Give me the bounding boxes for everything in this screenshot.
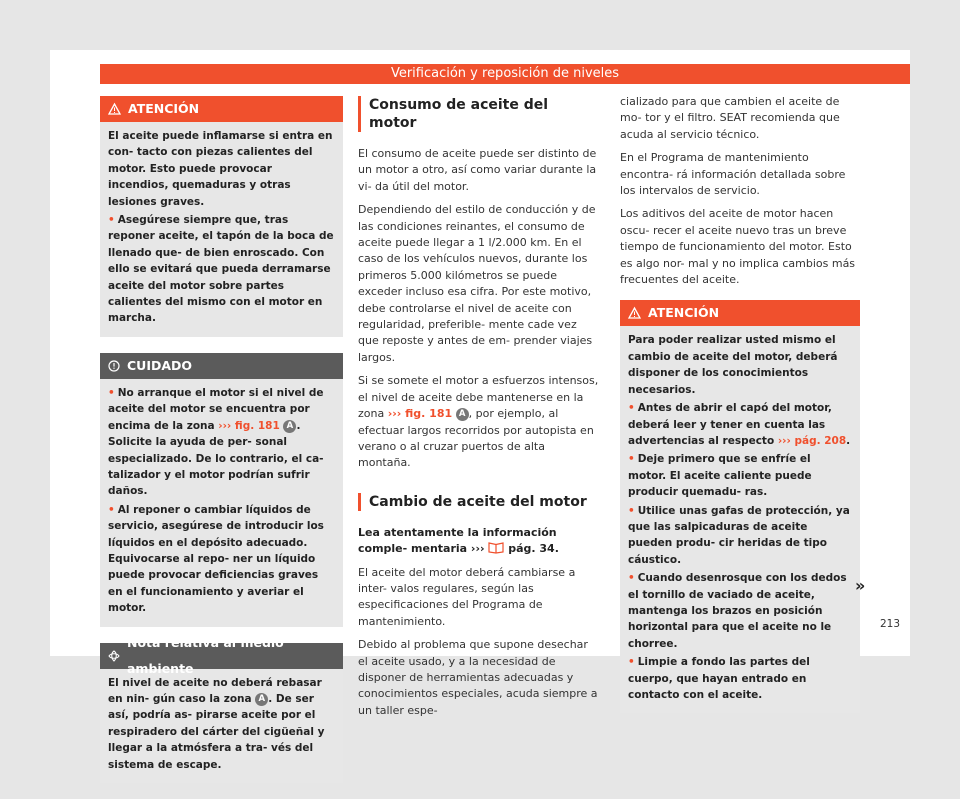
paragraph-bold: Lea atentamente la información comple- mentaria ››› pág. 34. bbox=[358, 525, 559, 556]
bullet-icon: • bbox=[628, 572, 635, 585]
paragraph: Debido al problema que supone desechar el aceite usado, y a la necesidad de disponer de herramientas adecuadas y conocimientos especiales, acuda siempre a un taller espe- bbox=[358, 638, 598, 717]
environment-body bbox=[100, 669, 343, 783]
bullet-icon: • bbox=[628, 656, 635, 669]
fig-link[interactable]: ››› fig. 181 bbox=[218, 419, 280, 432]
warning-body bbox=[100, 122, 343, 337]
label-a-badge: A bbox=[456, 408, 469, 421]
warning-bullet-3: • Utilice unas gafas de protección, ya que las salpicaduras de aceite pueden produ- cir heridas de tipo cáustico. bbox=[628, 504, 850, 566]
page-number: 213 bbox=[880, 618, 901, 630]
book-icon bbox=[488, 541, 504, 553]
warning-title: ATENCIÓN bbox=[648, 305, 720, 321]
paragraph: cializado para que cambien el aceite de mo- tor y el filtro. SEAT recomienda que acuda al servicio técnico. bbox=[620, 95, 840, 141]
paragraph: Los aditivos del aceite de motor hacen oscu- recer el aceite nuevo tras un breve tiempo de funcionamiento del motor. Esto es algo nor- mal y no implica cambios más frecuentes del aceite. bbox=[620, 207, 856, 287]
caution-bullet-2: • Al reponer o cambiar líquidos de servicio, asegúrese de introducir los líquidos en el depósito adecuado. Equivocarse al repo- ner un líquido puede provocar deficiencias graves en el funcionamiento y averiar el motor. bbox=[108, 503, 324, 615]
warning-bullet-2: • Deje primero que se enfríe el motor. El aceite caliente puede producir quemadu- ras. bbox=[628, 453, 812, 499]
warning-triangle-icon bbox=[628, 307, 641, 319]
warning-bullet-1: • Antes de abrir el capó del motor, deberá leer y tener en cuenta las advertencias al respecto ››› pág. 208. bbox=[628, 402, 851, 447]
caution-header bbox=[100, 353, 343, 379]
warning-box bbox=[620, 300, 860, 713]
warning-title: ATENCIÓN bbox=[128, 101, 200, 116]
warning-body bbox=[620, 326, 860, 713]
bullet-icon: • bbox=[628, 504, 635, 517]
bullet-icon: • bbox=[628, 453, 635, 466]
warning-bullet-5: • Limpie a fondo las partes del cuerpo, que hayan entrado en contacto con el aceite. bbox=[628, 656, 810, 701]
bullet-icon: • bbox=[108, 214, 115, 227]
bullet-icon: • bbox=[108, 386, 115, 399]
caution-title: CUIDADO bbox=[127, 357, 193, 373]
label-a-badge: A bbox=[283, 420, 296, 433]
column-middle bbox=[358, 96, 600, 726]
column-left bbox=[100, 96, 343, 799]
bullet-icon: • bbox=[108, 503, 115, 516]
paragraph: El consumo de aceite puede ser distinto de un motor a otro, así como variar durante la vi- da útil del motor. bbox=[358, 147, 597, 193]
page-link[interactable]: ››› pág. 208 bbox=[777, 434, 847, 447]
warning-box bbox=[100, 96, 343, 337]
environment-title: Nota relativa al medio ambiente bbox=[127, 634, 284, 676]
page-header: Verificación y reposición de niveles bbox=[100, 64, 910, 84]
label-a-badge: A bbox=[255, 693, 268, 706]
leaf-icon bbox=[108, 650, 120, 662]
paragraph: Dependiendo del estilo de conducción y de las condiciones reinantes, el consumo de aceite puede llegar a 1 l/2.000 km. En el caso de los vehículos nuevos, durante los primeros 5.000 kilómetros se puede exceder incluso esa cifra. Por este motivo, debe controlarse el nivel de aceite con regularidad, preferible- mente cade vez que reposte y antes de em- prender viajes largos. bbox=[358, 203, 596, 364]
caution-box bbox=[100, 353, 343, 627]
warning-triangle-icon bbox=[108, 103, 121, 115]
section-title-consumo: Consumo de aceite del motor bbox=[358, 96, 600, 132]
paragraph: Si se somete el motor a esfuerzos intensos, el nivel de aceite debe mantenerse en la zona ››› fig. 181 A , por ejemplo, al efectuar largos recorridos por autopista en verano o al cruzar puertos de alta montaña. bbox=[358, 374, 599, 470]
environment-header bbox=[100, 634, 343, 676]
continue-mark: » bbox=[855, 576, 866, 595]
environment-box bbox=[100, 634, 343, 783]
bullet-icon: • bbox=[628, 402, 635, 415]
warning-header bbox=[620, 300, 860, 326]
warning-bullet-4: • Cuando desenrosque con los dedos el tornillo de vaciado de aceite, mantenga los brazos en posición horizontal para que el aceite no le chorree. bbox=[628, 572, 847, 650]
warning-text: Para poder realizar usted mismo el cambio de aceite del motor, deberá disponer de los conocimientos necesarios. bbox=[628, 334, 838, 396]
warning-header bbox=[100, 96, 343, 122]
caution-bullet-1: • No arranque el motor si el nivel de aceite del motor se encuentra por encima de la zona ››› fig. 181 A . Solicite la ayuda de per- sonal especializado. De lo contrario, el ca- talizador y el motor podrían sufrir daños. bbox=[108, 386, 324, 498]
paragraph: El aceite del motor deberá cambiarse a inter- valos regulares, según las especificaciones del Programa de mantenimiento. bbox=[358, 565, 576, 628]
caution-body bbox=[100, 379, 343, 627]
environment-text: El nivel de aceite no deberá rebasar en nin- gún caso la zona A . De ser así, podría as- pirarse aceite por el respiradero del cárter del cigüeñal y llegar a la atmósfera a tra- vés del sistema de escape. bbox=[108, 676, 325, 771]
warning-bullet: • Asegúrese siempre que, tras reponer aceite, el tapón de la boca de llenado que- de bien enroscado. Con ello se evitará que pueda derramarse aceite del motor sobre partes calientes del mismo con el motor en marcha. bbox=[108, 214, 334, 325]
section-title-cambio: Cambio de aceite del motor bbox=[358, 493, 600, 511]
paragraph: En el Programa de mantenimiento encontra- rá información detallada sobre los intervalos de servicio. bbox=[620, 151, 846, 198]
fig-link[interactable]: ››› fig. 181 bbox=[387, 407, 453, 421]
column-right bbox=[620, 94, 860, 729]
info-circle-icon bbox=[108, 360, 120, 372]
warning-text: El aceite puede inflamarse si entra en con- tacto con piezas calientes del motor. Esto puede provocar incendios, quemaduras y otras lesiones graves. bbox=[108, 130, 333, 208]
page bbox=[50, 50, 910, 771]
